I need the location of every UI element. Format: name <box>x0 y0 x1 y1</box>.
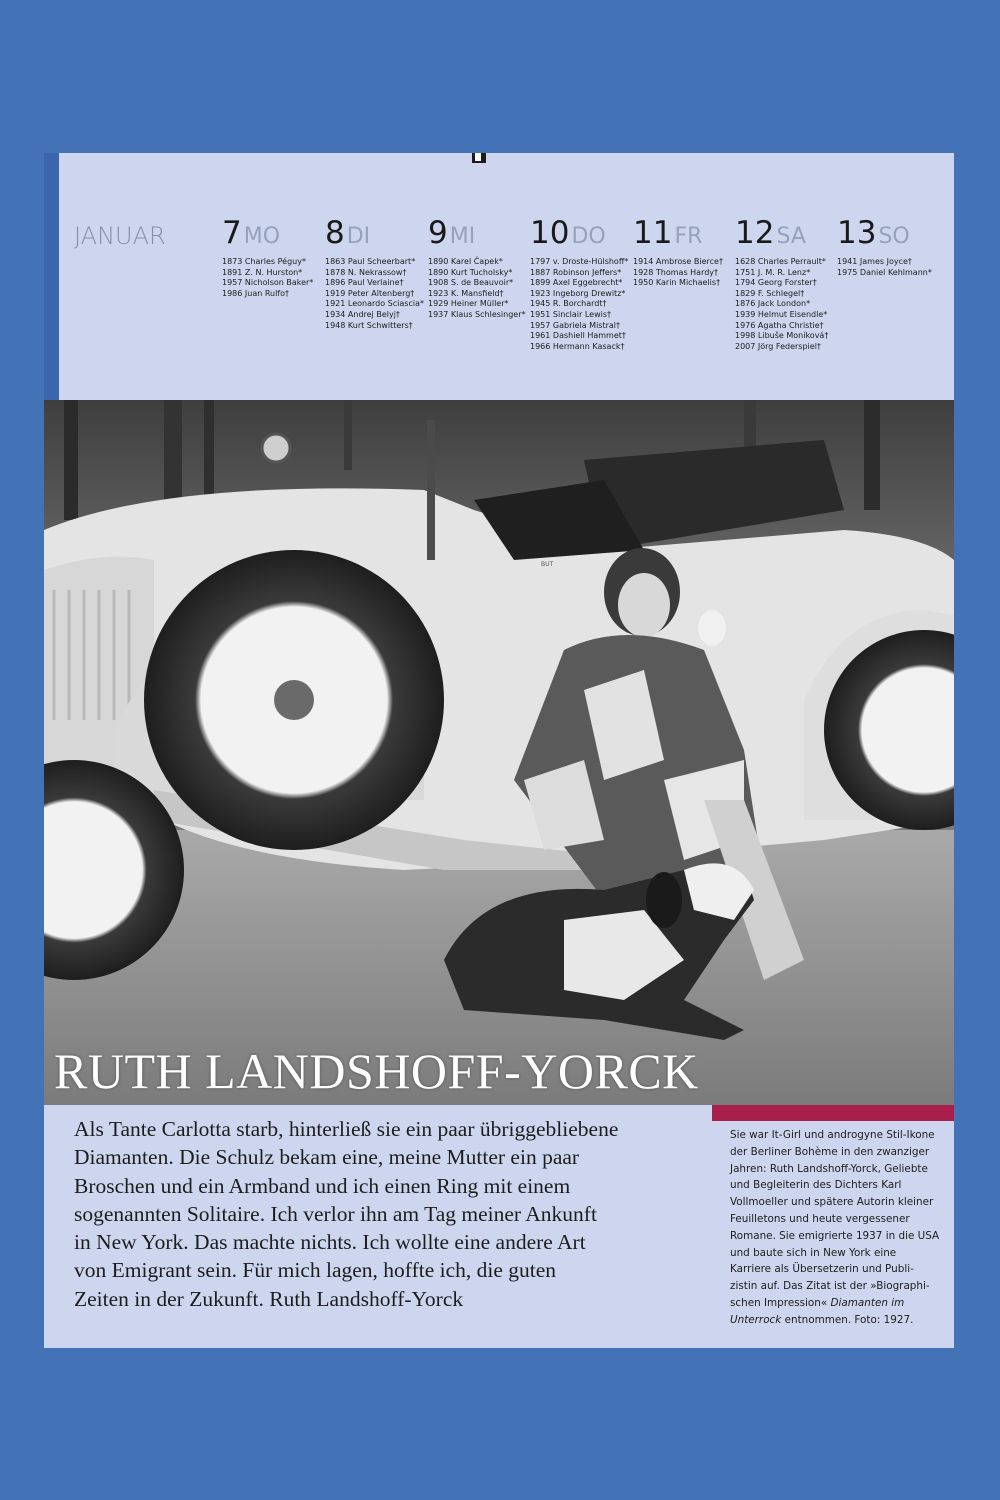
day-title <box>428 215 528 251</box>
weekday-name: SA <box>776 224 806 249</box>
caption-line: Jahren: Ruth Landshoff-Yorck, Geliebte <box>730 1162 928 1175</box>
car-plate: BUT <box>541 561 554 568</box>
weekday-name: FR <box>674 224 703 249</box>
day-column <box>735 215 835 352</box>
event-item: 1914 Ambrose Bierce† <box>633 257 723 266</box>
event-item: 1919 Peter Altenberg† <box>325 288 415 298</box>
caption-line: Vollmoeller und spätere Autorin kleiner <box>730 1196 934 1209</box>
event-item: 1966 Hermann Kasack† <box>530 341 625 351</box>
event-item: 1863 Paul Scheerbart* <box>325 257 416 266</box>
binding-mark <box>472 153 486 163</box>
caption-line <box>730 1295 945 1312</box>
caption-line <box>730 1312 945 1329</box>
event-item: 1878 N. Nekrassow† <box>325 267 407 277</box>
day-column <box>837 215 937 278</box>
event-item: 1891 Z. N. Hurston* <box>222 267 303 277</box>
page-edge <box>44 153 60 400</box>
quote-line: Broschen und ein Armband und ich einen Ring mit einem <box>74 1173 571 1198</box>
headline: RUTH LANDSHOFF-YORCK <box>54 1043 699 1099</box>
event-item: 1951 Sinclair Lewis† <box>530 309 612 319</box>
weekday-name: MI <box>449 224 476 249</box>
event-list <box>325 257 425 331</box>
day-number: 7 <box>222 215 242 251</box>
event-item: 1957 Gabriela Mistral† <box>530 320 621 330</box>
photo <box>44 400 954 1105</box>
day-column <box>222 215 322 299</box>
event-item: 1939 Helmut Eisendle* <box>735 309 828 319</box>
day-title <box>325 215 425 251</box>
event-item: 1941 James Joyce† <box>837 257 912 266</box>
book-title: Diamanten im <box>830 1296 905 1309</box>
event-list <box>633 257 733 289</box>
day-number: 9 <box>428 215 448 251</box>
event-item: 1628 Charles Perrault* <box>735 257 826 266</box>
caption-line: zistin auf. Das Zitat ist der »Biographi- <box>730 1280 930 1293</box>
event-item: 2007 Jörg Federspiel† <box>735 341 821 351</box>
quote-line: von Emigrant sein. Für mich lagen, hoffte ich, die guten <box>74 1258 557 1283</box>
day-column <box>325 215 425 331</box>
event-item: 1934 Andrej Belyj† <box>325 309 400 319</box>
event-item: 1950 Karin Michaelis† <box>633 278 721 288</box>
book-title: Unterrock <box>730 1313 782 1326</box>
caption-line: Sie war It-Girl und androgyne Stil-Ikone <box>730 1129 935 1141</box>
quote <box>74 1115 694 1313</box>
quote-line: sogenannten Solitaire. Ich verlor ihn am Tag meiner Ankunft <box>74 1201 597 1226</box>
event-item: 1929 Heiner Müller* <box>428 299 509 309</box>
event-item: 1751 J. M. R. Lenz* <box>735 267 811 277</box>
event-item: 1899 Axel Eggebrecht* <box>530 278 623 288</box>
event-item: 1923 Ingeborg Drewitz* <box>530 288 626 298</box>
event-item: 1797 v. Droste-Hülshoff* <box>530 257 629 266</box>
event-list <box>428 257 528 321</box>
photo-illustration <box>44 400 954 1105</box>
event-item: 1928 Thomas Hardy† <box>633 267 719 277</box>
event-item: 1887 Robinson Jeffers* <box>530 267 622 277</box>
event-item: 1873 Charles Péguy* <box>222 257 306 266</box>
event-item: 1961 Dashiell Hammet† <box>530 331 626 341</box>
event-list <box>735 257 835 352</box>
event-item: 1829 F. Schlegel† <box>735 288 805 298</box>
weekday-name: SO <box>878 224 910 249</box>
event-item: 1890 Karel Čapek* <box>428 257 503 266</box>
event-list <box>837 257 937 278</box>
day-number: 12 <box>735 215 775 251</box>
event-item: 1945 R. Borchardt† <box>530 299 607 309</box>
event-item: 1948 Kurt Schwitters† <box>325 320 413 330</box>
caption-text: schen Impression« <box>730 1296 828 1309</box>
event-item: 1923 K. Mansfield† <box>428 288 504 298</box>
weekday-name: DO <box>571 224 606 249</box>
day-title <box>530 215 630 251</box>
quote-line: Als Tante Carlotta starb, hinterließ sie ein paar übriggebliebene <box>74 1117 619 1141</box>
event-item: 1890 Kurt Tucholsky* <box>428 267 513 277</box>
quote-line: Zeiten in der Zukunft. Ruth Landshoff-Yorck <box>74 1286 464 1311</box>
event-item: 1896 Paul Verlaine† <box>325 278 404 288</box>
day-number: 13 <box>837 215 877 251</box>
day-column <box>428 215 528 321</box>
day-number: 8 <box>325 215 345 251</box>
event-item: 1986 Juan Rulfo† <box>222 288 290 298</box>
day-column <box>633 215 733 289</box>
photo-caption <box>730 1127 945 1329</box>
event-item: 1975 Daniel Kehlmann* <box>837 267 932 277</box>
accent-bar <box>712 1105 954 1121</box>
day-column <box>530 215 630 352</box>
event-list <box>530 257 630 352</box>
month-label: JANUAR <box>74 222 166 250</box>
day-title <box>837 215 937 251</box>
event-item: 1957 Nicholson Baker* <box>222 278 314 288</box>
event-item: 1976 Agatha Christie† <box>735 320 824 330</box>
weekday-name: DI <box>346 224 371 249</box>
quote-line: Diamanten. Die Schulz bekam eine, meine Mutter ein paar <box>74 1145 580 1170</box>
quote-line: in New York. Das machte nichts. Ich wollte eine andere Art <box>74 1230 586 1255</box>
event-item: 1998 Libuše Moníková† <box>735 331 829 341</box>
caption-line: der Berliner Bohème in den zwanziger <box>730 1145 930 1158</box>
caption-line: und Begleiterin des Dichters Karl <box>730 1179 902 1192</box>
day-title <box>735 215 835 251</box>
weekday-name: MO <box>243 224 281 249</box>
caption-line: Romane. Sie emigrierte 1937 in die USA <box>730 1229 940 1242</box>
day-number: 11 <box>633 215 673 251</box>
event-item: 1908 S. de Beauvoir* <box>428 278 514 288</box>
caption-line: Karriere als Übersetzerin und Publi- <box>730 1263 914 1276</box>
event-item: 1794 Georg Forster† <box>735 278 817 288</box>
caption-text: entnommen. Foto: 1927. <box>784 1313 914 1326</box>
day-number: 10 <box>530 215 570 251</box>
day-title <box>222 215 322 251</box>
event-item: 1937 Klaus Schlesinger* <box>428 309 526 319</box>
caption-line: Feuilletons und heute vergessener <box>730 1212 910 1225</box>
event-item: 1876 Jack London* <box>735 299 811 309</box>
caption-line: und baute sich in New York eine <box>730 1246 897 1259</box>
event-list <box>222 257 322 299</box>
day-title <box>633 215 733 251</box>
event-item: 1921 Leonardo Sciascia* <box>325 299 424 309</box>
